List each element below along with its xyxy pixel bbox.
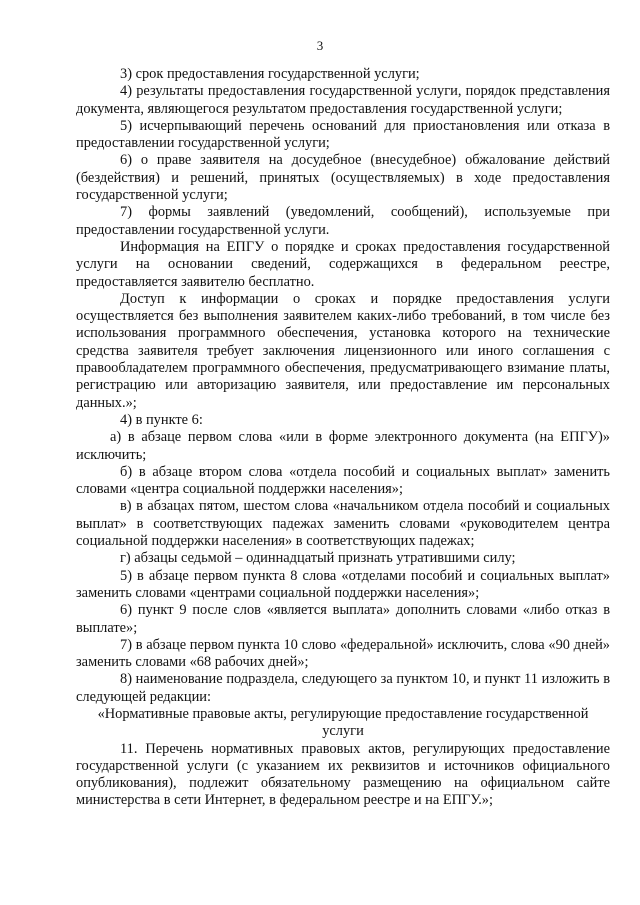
paragraph: 11. Перечень нормативных правовых актов, регулирующих предоставление государственной услуги (с указанием их реквизитов и источников официального опубликования), подлежит обязательному размещению на официальном сайте министерства в сети Интернет, в федеральном реестре и на ЕПГУ.»;	[76, 740, 610, 809]
page-number: 3	[316, 38, 324, 53]
paragraph: 8) наименование подраздела, следующего за пунктом 10, и пункт 11 изложить в следующей редакции:	[76, 671, 610, 705]
paragraph: 5) в абзаце первом пункта 8 слова «отделами пособий и социальных выплат» заменить словами «центрами социальной поддержки населения»;	[76, 567, 610, 601]
paragraph: Информация на ЕПГУ о порядке и сроках предоставления государственной услуги на основании сведений, содержащихся в федеральном реестре, предоставляется заявителю бесплатно.	[76, 238, 610, 290]
subsection-heading: «Нормативные правовые акты, регулирующие предоставление государственной услуги	[97, 705, 589, 740]
paragraph: 6) о праве заявителя на досудебное (внесудебное) обжалование действий (бездействия) и решений, принятых (осуществляемых) в ходе предоставления государственной услуги;	[76, 152, 610, 204]
paragraph: 7) формы заявлений (уведомлений, сообщений), используемые при предоставлении государственной услуги.	[76, 204, 610, 238]
document-body	[76, 66, 610, 810]
paragraph: Доступ к информации о сроках и порядке предоставления услуги осуществляется без выполнения заявителем каких-либо требований, в том числе без использования программного обеспечения, установка которого на технические средства заявителя требует заключения лицензионного или иного соглашения с правообладателем программного обеспечения, предусматривающего взимание платы, регистрацию или авторизацию заявителя, или предоставление им персональных данных.»;	[76, 290, 610, 411]
paragraph: а) в абзаце первом слова «или в форме электронного документа (на ЕПГУ)» исключить;	[76, 429, 610, 463]
paragraph: б) в абзаце втором слова «отдела пособий и социальных выплат» заменить словами «центра социальной поддержки населения»;	[76, 463, 610, 498]
paragraph: 4) результаты предоставления государственной услуги, порядок представления документа, являющегося результатом предоставления государственной услуги;	[76, 83, 610, 117]
paragraph: 7) в абзаце первом пункта 10 слово «федеральной» исключить, слова «90 дней» заменить словами «68 рабочих дней»;	[76, 636, 610, 671]
paragraph: 4) в пункте 6:	[120, 411, 203, 428]
paragraph: 5) исчерпывающий перечень оснований для приостановления или отказа в предоставлении государственной услуги;	[76, 117, 610, 152]
paragraph: 6) пункт 9 после слов «является выплата» дополнить словами «либо отказ в выплате»;	[76, 602, 610, 636]
paragraph: 3) срок предоставления государственной услуги;	[120, 66, 420, 82]
paragraph: в) в абзацах пятом, шестом слова «начальником отдела пособий и социальных выплат» в соответствующих падежах заменить словами «руководителем центра социальной поддержки населения» в соответствующих падежах;	[76, 498, 610, 550]
paragraph: г) абзацы седьмой – одиннадцатый признать утратившими силу;	[120, 550, 516, 567]
